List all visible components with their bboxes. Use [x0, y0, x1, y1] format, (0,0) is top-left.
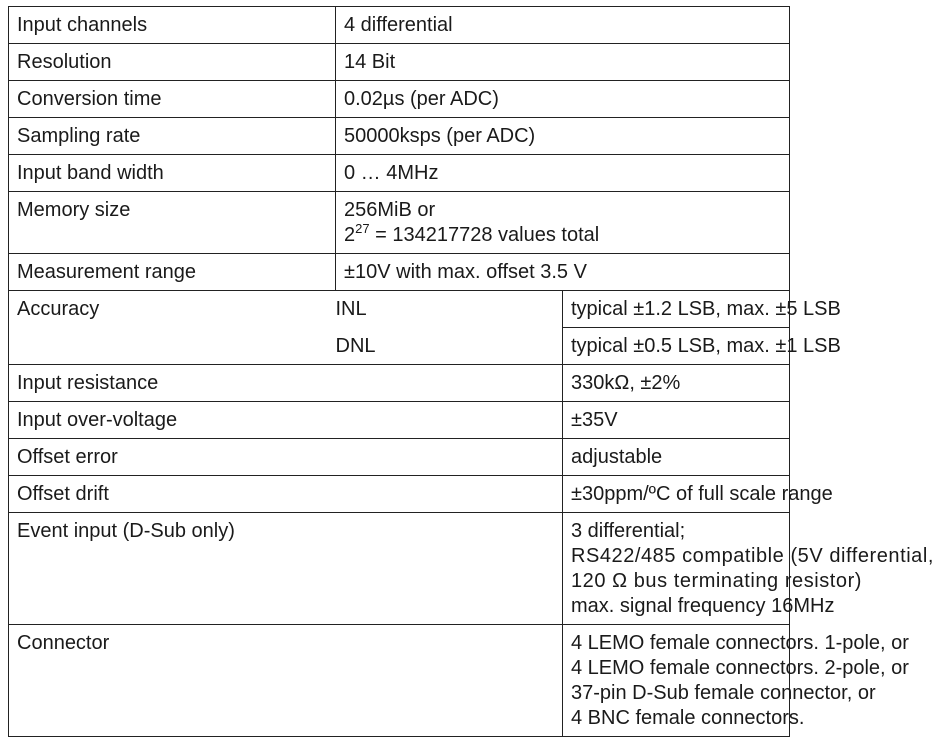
accuracy-sub-inl: INL — [336, 291, 563, 328]
param-conversion-time: Conversion time — [9, 81, 336, 118]
param-resolution: Resolution — [9, 44, 336, 81]
accuracy-sub-dnl: DNL — [336, 328, 563, 365]
value-conversion-time: 0.02µs (per ADC) — [336, 81, 790, 118]
param-offset-error: Offset error — [9, 439, 563, 476]
table-row-conversion-time — [9, 81, 790, 118]
param-connector: Connector — [9, 625, 563, 737]
value-sampling-rate: 50000ksps (per ADC) — [336, 118, 790, 155]
param-input-over-voltage: Input over-voltage — [9, 402, 563, 439]
param-offset-drift: Offset drift — [9, 476, 563, 513]
param-event-input: Event input (D-Sub only) — [9, 513, 563, 625]
table-row-event-input — [9, 513, 790, 625]
connector-line-4: 4 BNC female connectors. — [571, 707, 805, 729]
value-input-over-voltage: ±35V — [563, 402, 790, 439]
value-offset-drift: ±30ppm/ºC of full scale range — [563, 476, 790, 513]
table-row-sampling-rate — [9, 118, 790, 155]
table-row-memory-size — [9, 192, 790, 254]
value-offset-error: adjustable — [563, 439, 790, 476]
table-row-resolution — [9, 44, 790, 81]
table-row-input-resistance — [9, 365, 790, 402]
param-input-band-width: Input band width — [9, 155, 336, 192]
memory-values-total: = 134217728 values total — [369, 224, 600, 246]
table-row-accuracy-inl — [9, 291, 790, 328]
connector-line-2: 4 LEMO female connectors. 2-pole, or — [571, 657, 909, 679]
param-accuracy-blank — [9, 328, 336, 365]
memory-base: 2 — [344, 224, 356, 246]
value-memory-size — [336, 192, 790, 254]
param-measurement-range: Measurement range — [9, 254, 336, 291]
table-row-accuracy-dnl — [9, 328, 790, 365]
value-input-channels: 4 differential — [336, 7, 790, 44]
param-accuracy: Accuracy — [9, 291, 336, 328]
event-input-line-2: RS422/485 compatible (5V differential, — [571, 545, 934, 567]
param-input-channels: Input channels — [9, 7, 336, 44]
specifications-table — [8, 6, 934, 737]
connector-line-3: 37-pin D-Sub female connector, or — [571, 682, 876, 704]
table-row-input-band-width — [9, 155, 790, 192]
value-connector — [563, 625, 909, 737]
param-memory-size: Memory size — [9, 192, 336, 254]
table-row-offset-drift — [9, 476, 790, 513]
event-input-line-4: max. signal frequency 16MHz — [571, 595, 835, 617]
table-row-input-over-voltage — [9, 402, 790, 439]
table-row-measurement-range — [9, 254, 790, 291]
table-row-offset-error — [9, 439, 790, 476]
value-measurement-range: ±10V with max. offset 3.5 V — [336, 254, 790, 291]
table-row-connector — [9, 625, 790, 737]
memory-size-line-2 — [344, 223, 789, 248]
param-input-resistance: Input resistance — [9, 365, 563, 402]
table-row-input-channels — [9, 7, 790, 44]
value-event-input — [563, 513, 934, 625]
value-accuracy-inl: typical ±1.2 LSB, max. ±5 LSB — [563, 291, 790, 328]
param-sampling-rate: Sampling rate — [9, 118, 336, 155]
memory-size-line-1: 256MiB or — [344, 199, 436, 221]
value-accuracy-dnl: typical ±0.5 LSB, max. ±1 LSB — [563, 328, 790, 365]
value-input-band-width: 0 … 4MHz — [336, 155, 790, 192]
memory-exponent: 27 — [355, 221, 370, 236]
value-resolution: 14 Bit — [336, 44, 790, 81]
value-input-resistance: 330kΩ, ±2% — [563, 365, 790, 402]
event-input-line-1: 3 differential; — [571, 520, 686, 542]
connector-line-1: 4 LEMO female connectors. 1-pole, or — [571, 632, 909, 654]
event-input-line-3: 120 Ω bus terminating resistor) — [571, 570, 863, 592]
